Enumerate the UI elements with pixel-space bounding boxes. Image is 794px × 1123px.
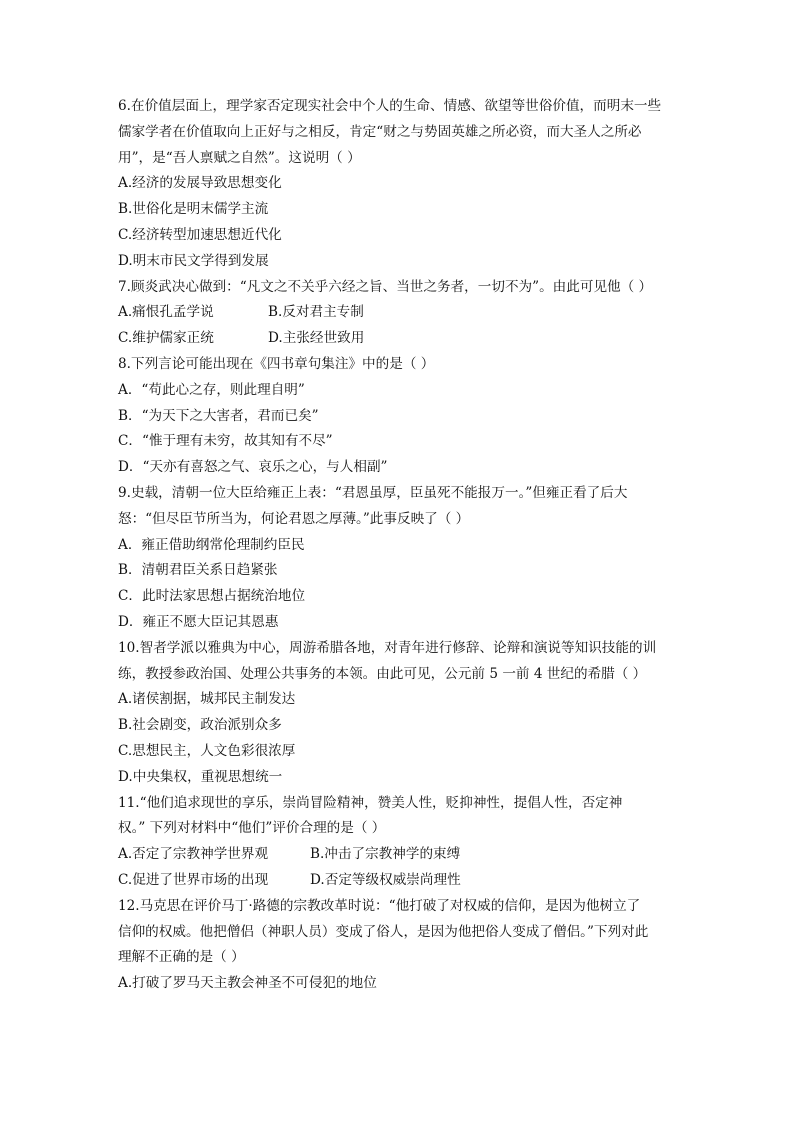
question-stem: 8.下列言论可能出现在《四书章句集注》中的是（ ） [118,355,435,372]
option-d: D．“天亦有喜怒之气、哀乐之心，与人相副” [118,459,388,476]
option-b: B.社会剧变，政治派别众多 [118,717,282,734]
question-8 [118,352,688,481]
question-11 [118,791,688,894]
option-a: A．“苟此心之存，则此理自明” [118,381,305,398]
question-7 [118,275,688,352]
question-stem: 练，教授参政治国、处理公共事务的本领。由此可见，公元前 5 一前 4 世纪的希腊（ ） [118,665,647,682]
option-row [118,326,688,352]
option-c: C.思想民主，人文色彩很浓厚 [118,742,296,759]
question-stem: 怒：“但尽臣节所当为，何论君恩之厚薄。”此事反映了（ ） [118,510,470,527]
question-stem: 9.史载，清朝一位大臣给雍正上表：“君恩虽厚，臣虽死不能报万一。”但雍正看了后大 [118,484,628,501]
option-a: A.否定了宗教神学世界观 [118,846,269,863]
question-stem: 用”，是“吾人禀赋之自然”。这说明（ ） [118,149,361,166]
option-row [118,842,688,868]
option-d: D.否定等级权威崇尚理性 [310,871,461,888]
option-a: A.痛恨孔孟学说 [118,304,214,321]
option-b: B.冲击了宗教神学的束缚 [310,846,461,863]
option-c: C.促进了世界市场的出现 [118,871,269,888]
option-d: D.中央集权，重视思想统一 [118,768,283,785]
option-d: D.明末市民文学得到发展 [118,252,269,269]
question-stem: 信仰的权威。他把僧侣（神职人员）变成了俗人，是因为他把俗人变成了僧侣。”下列对此 [118,923,649,940]
option-c: C.维护儒家正统 [118,330,214,347]
question-stem: 儒家学者在价值取向上正好与之相反，肯定“财之与势固英雄之所必资，而大圣人之所必 [118,123,642,140]
question-stem: 12.马克思在评价马丁·路德的宗教改革时说：“他打破了对权威的信仰，是因为他树立了 [118,897,641,914]
question-stem: 理解不正确的是（ ） [118,949,245,966]
option-b: B.反对君主专制 [268,304,364,321]
question-12 [118,894,688,997]
option-b: B.世俗化是明末儒学主流 [118,201,269,218]
option-c: C.经济转型加速思想近代化 [118,226,282,243]
question-10 [118,636,688,791]
option-b: B．清朝君臣关系日趋紧张 [118,562,278,579]
option-a: A.诸侯割据，城邦民主制发达 [118,691,296,708]
question-9 [118,481,688,636]
option-c: C．此时法家思想占据统治地位 [118,588,306,605]
question-stem: 7.顾炎武决心做到：“凡文之不关乎六经之旨、当世之务者，一切不为”。由此可见他（ ） [118,278,653,295]
question-stem: 10.智者学派以雅典为中心，周游希腊各地，对青年进行修辞、论辩和演说等知识技能的训 [118,639,657,656]
option-d: D．雍正不愿大臣记其恩惠 [118,613,279,630]
question-list [118,94,688,997]
option-d: D.主张经世致用 [268,330,365,347]
option-a: A.打破了罗马天主教会神圣不可侵犯的地位 [118,975,377,992]
option-row [118,300,688,326]
option-a: A.经济的发展导致思想变化 [118,175,282,192]
question-6 [118,94,688,275]
option-a: A．雍正借助纲常伦理制约臣民 [118,536,305,553]
option-b: B．“为天下之大害者，君而已矣” [118,407,319,424]
question-stem: 权。” 下列对材料中“他们”评价合理的是（ ） [118,820,386,837]
option-row [118,868,688,894]
question-stem: 11.“他们追求现世的享乐，崇尚冒险精神，赞美人性，贬抑神性，提倡人性，否定神 [118,794,623,811]
option-c: C．“惟于理有未穷，故其知有不尽” [118,433,333,450]
question-stem: 6.在价值层面上，理学家否定现实社会中个人的生命、情感、欲望等世俗价值，而明末一些 [118,98,662,114]
